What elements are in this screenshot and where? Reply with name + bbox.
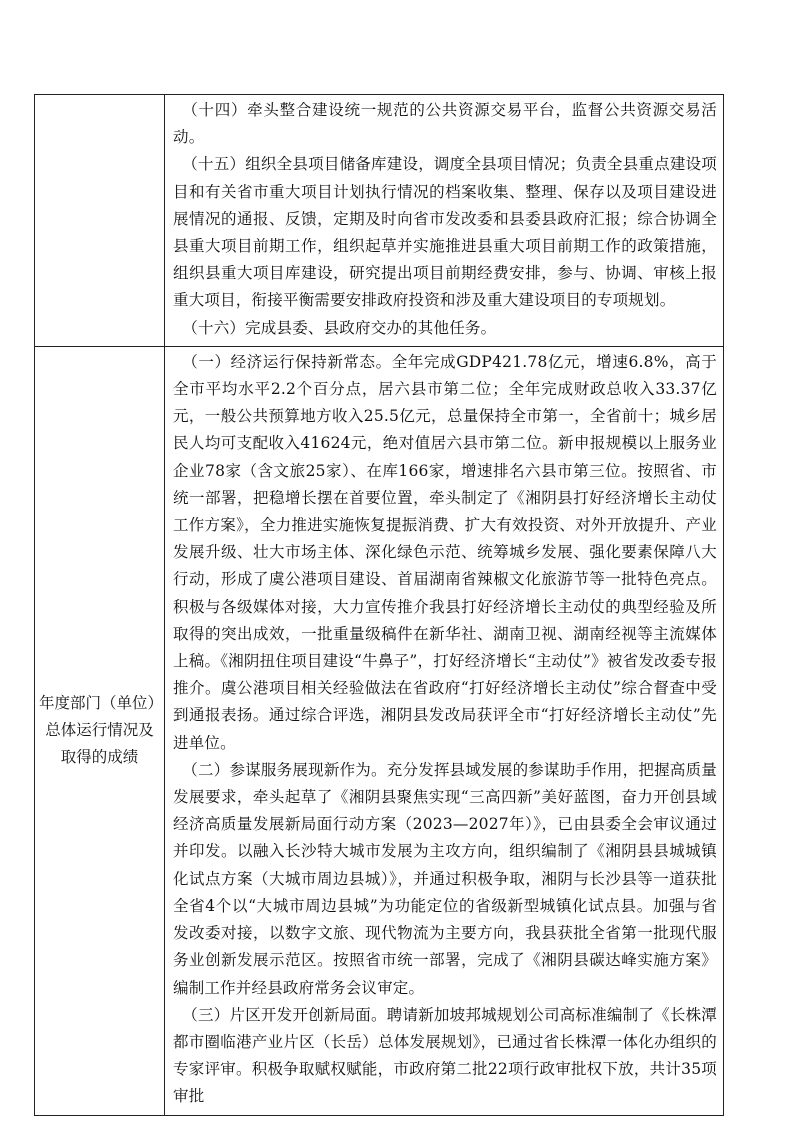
row-label-annual-performance	[35, 346, 165, 1115]
label-line-3: 取得的成绩	[60, 748, 139, 767]
paragraph-duty-14: （十四）牵头整合建设统一规范的公共资源交易平台，监督公共资源交易活动。	[173, 101, 717, 147]
label-line-2: 总体运行情况及	[45, 721, 154, 740]
performance-content	[165, 346, 724, 1115]
paragraph-economic-operation: （一）经济运行保持新常态。全年完成GDP421.78亿元，增速6.8%，高于全市平均水平2.2个百分点，居六县市第二位；全年完成财政总收入33.37亿元，一般公共预算地方收入25.5亿元，总量保持全市第一，全省前十；城乡居民人均可支配收入41624元，绝对值居六县市第二位。新申报规模以上服务业企业78家（含文旅25家）、在库166家，增速排名六县市第三位。按照省、市统一部署，把稳增长摆在首要位置，牵头制定了《湘阴县打好经济增长主动仗工作方案》，全力推进实施恢复提振消费、扩大有效投资、对外开放提升、产业发展升级、壮大市场主体、深化绿色示范、统筹城乡发展、强化要素保障八大行动，形成了虞公港项目建设、首届湖南省辣椒文化旅游节等一批特色亮点。积极与各级媒体对接，大力宣传推介我县打好经济增长主动仗的典型经验及所取得的突出成效，一批重量级稿件在新华社、湖南卫视、湖南经视等主流媒体上稿。《湘阴扭住项目建设“牛鼻子”，打好经济增长“主动仗”》被省发改委专报推介。虞公港项目相关经验做法在省政府“打好经济增长主动仗”综合督查中受到通报表扬。通过综合评选，湘阴县发改局获评全市“打好经济增长主动仗”先进单位。	[173, 352, 717, 752]
paragraph-advisory-service: （二）参谋服务展现新作为。充分发挥县域发展的参谋助手作用，把握高质量发展要求，牵头起草了《湘阴县聚焦实现“三高四新”美好蓝图，奋力开创县域经济高质量发展新局面行动方案（2023—2027年）》，已由县委全会审议通过并印发。以融入长沙特大城市发展为主攻方向，组织编制了《湘阴县县城城镇化试点方案（大城市周边县城）》，并通过积极争取，湘阴与长沙县等一道获批全省4个以“大城市周边县城”为功能定位的省级新型城镇化试点县。加强与省发改委对接，以数字文旅、现代物流为主要方向，我县获批全省第一批现代服务业创新发展示范区。按照省市统一部署，完成了《湘阴县碳达峰实施方案》编制工作并经县政府常务会议审定。	[173, 760, 717, 997]
paragraph-duty-15: （十五）组织全县项目储备库建设，调度全县项目情况；负责全县重点建设项目和有关省市重大项目计划执行情况的档案收集、整理、保存以及项目建设进展情况的通报、反馈，定期及时向省市发改委和县委县政府汇报；综合协调全县重大项目前期工作，组织起草并实施推进县重大项目前期工作的政策措施，组织县重大项目库建设，研究提出项目前期经费安排，参与、协调、审核上报重大项目，衔接平衡需要安排政府投资和涉及重大建设项目的专项规划。	[173, 155, 717, 310]
table-row-duties	[35, 95, 724, 347]
table-row-annual-performance	[35, 346, 724, 1115]
row-label-empty	[35, 95, 165, 347]
paragraph-zone-development: （三）片区开发开创新局面。聘请新加坡邦城规划公司高标准编制了《长株潭都市圈临港产业片区（长岳）总体发展规划》，已通过省长株潭一体化办组织的专家评审。积极争取赋权赋能，市政府第二批22项行政审批权下放，共计35项审批	[173, 1005, 717, 1106]
label-line-1: 年度部门（单位）	[39, 694, 164, 713]
paragraph-duty-16: （十六）完成县委、县政府交办的其他任务。	[182, 318, 497, 337]
document-table	[34, 94, 724, 1116]
duties-content	[165, 95, 724, 347]
